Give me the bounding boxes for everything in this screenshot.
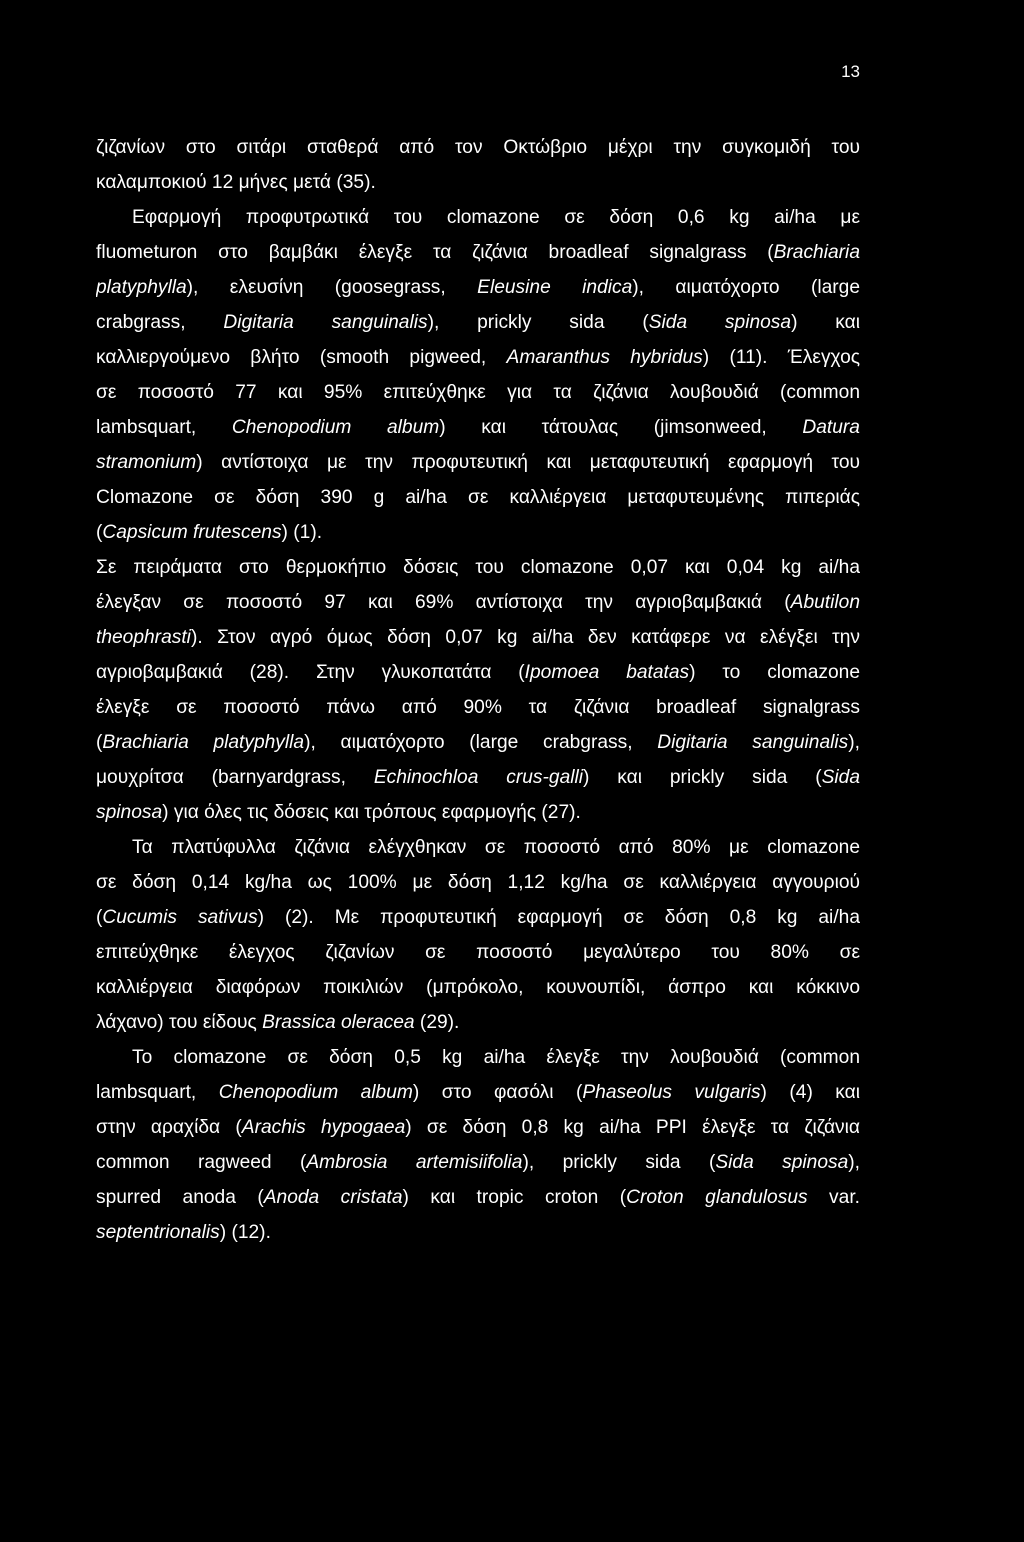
page-number: 13 [841,62,860,81]
text-segment: ) για όλες τις δόσεις και τρόπους εφαρμογής (27). [162,802,581,823]
italic-segment: Sida spinosa [648,312,792,333]
text-segment: (29). [414,1012,460,1033]
text-segment: ) και tropic croton ( [402,1187,627,1208]
text-segment: crabgrass, [96,312,224,333]
text-line [96,585,860,620]
italic-segment: Abutilon [790,592,860,613]
italic-segment: Digitaria sanguinalis [657,732,849,753]
text-segment: Τα πλατύφυλλα ζιζάνια ελέγχθηκαν σε ποσοστό από 80% με clomazone [132,837,860,858]
text-segment: ), αιματόχορτο (large crabgrass, [304,732,658,753]
italic-segment: Anoda cristata [263,1187,403,1208]
text-segment: μουχρίτσα (barnyardgrass, [96,767,374,788]
text-segment: σε ποσοστό 77 και 95% επιτεύχθηκε για τα ζιζάνια λουβουδιά (common [96,382,860,403]
italic-segment: theophrasti [96,627,191,648]
italic-segment: Croton glandulosus [626,1187,808,1208]
text-line [96,445,860,480]
text-segment: ), prickly sida ( [522,1152,716,1173]
text-segment: καλαμποκιού 12 μήνες μετά (35). [96,172,376,193]
text-segment: common ragweed ( [96,1152,307,1173]
text-line [96,1180,860,1215]
text-segment: var. [807,1187,860,1208]
italic-segment: spinosa [96,802,163,823]
text-segment: ), [848,732,860,753]
text-segment: αγριοβαμβακιά (28). Στην γλυκοπατάτα ( [96,662,525,683]
text-segment: καλλιεργούμενο βλήτο (smooth pigweed, [96,347,507,368]
text-line [96,480,860,515]
text-segment: ) και [791,312,860,333]
text-segment: fluometuron στο βαμβάκι έλεγξε τα ζιζάνια broadleaf signalgrass ( [96,242,774,263]
text-segment: ( [96,732,103,753]
text-line [96,620,860,655]
text-line [96,1040,860,1075]
text-segment: ( [96,522,103,543]
body-text [96,130,860,1250]
text-line [96,865,860,900]
text-segment: ) (12). [219,1222,271,1243]
italic-segment: septentrionalis [96,1222,220,1243]
text-segment: ) στο φασόλι ( [412,1082,583,1103]
italic-segment: Brachiaria platyphylla [102,732,305,753]
text-line [96,550,860,585]
text-segment: ( [96,907,103,928]
text-segment: ) και prickly sida ( [583,767,822,788]
italic-segment: Ambrosia artemisiifolia [306,1152,523,1173]
text-segment: ), [848,1152,860,1173]
text-line [96,1145,860,1180]
italic-segment: Brachiaria [773,242,860,263]
text-line [96,830,860,865]
text-segment: έλεγξαν σε ποσοστό 97 και 69% αντίστοιχα την αγριοβαμβακιά ( [96,592,791,613]
text-segment: ) (2). Με προφυτευτική εφαρμογή σε δόση 0,8 kg ai/ha [257,907,860,928]
text-line [96,760,860,795]
text-segment: ) (4) και [760,1082,860,1103]
text-line [96,1075,860,1110]
text-segment: ) σε δόση 0,8 kg ai/ha PPI έλεγξε τα ζιζάνια [405,1117,860,1138]
text-segment: έλεγξε σε ποσοστό πάνω από 90% τα ζιζάνια broadleaf signalgrass [96,697,860,718]
text-segment: ) (1). [281,522,323,543]
text-segment: Το clomazone σε δόση 0,5 kg ai/ha έλεγξε την λουβουδιά (common [132,1047,860,1068]
text-line [96,970,860,1005]
text-line [96,270,860,305]
italic-segment: Capsicum frutescens [102,522,282,543]
text-segment: στην αραχίδα ( [96,1117,242,1138]
italic-segment: Arachis hypogaea [241,1117,406,1138]
text-line [96,375,860,410]
italic-segment: Eleusine indica [477,277,633,298]
text-line [96,515,860,550]
italic-segment: Chenopodium album [231,417,440,438]
text-line [96,130,860,165]
text-line [96,200,860,235]
text-segment: ), prickly sida ( [427,312,649,333]
text-line [96,935,860,970]
italic-segment: Ipomoea batatas [524,662,690,683]
text-line [96,795,860,830]
italic-segment: Phaseolus vulgaris [582,1082,761,1103]
italic-segment: Echinochloa crus-galli [373,767,584,788]
text-segment: Σε πειράματα στο θερμοκήπιο δόσεις του clomazone 0,07 και 0,04 kg ai/ha [96,557,860,578]
italic-segment: Cucumis sativus [102,907,258,928]
italic-segment: Amaranthus hybridus [506,347,703,368]
italic-segment: stramonium [96,452,197,473]
text-segment: Clomazone σε δόση 390 g ai/ha σε καλλιέργεια μεταφυτευμένης πιπεριάς [96,487,860,508]
text-segment: λάχανο) του είδους [96,1012,263,1033]
text-segment: ζιζανίων στο σιτάρι σταθερά από τον Οκτώβριο μέχρι την συγκομιδή του [96,137,860,158]
text-segment: lambsquart, [96,1082,219,1103]
text-line [96,1110,860,1145]
text-segment: lambsquart, [96,417,232,438]
text-segment: ), αιματόχορτο (large [632,277,860,298]
text-segment: ) (11). Έλεγχος [702,347,860,368]
text-line [96,410,860,445]
text-segment: επιτεύχθηκε έλεγχος ζιζανίων σε ποσοστό μεγαλύτερο του 80% σε [96,942,860,963]
text-line [96,235,860,270]
text-line [96,1005,860,1040]
text-segment: Εφαρμογή προφυτρωτικά του clomazone σε δόση 0,6 kg ai/ha με [132,207,860,228]
text-segment: ) το clomazone [689,662,860,683]
italic-segment: platyphylla [96,277,187,298]
text-segment: ) αντίστοιχα με την προφυτευτική και μεταφυτευτική εφαρμογή του [196,452,860,473]
italic-segment: Chenopodium album [218,1082,413,1103]
text-line [96,165,860,200]
text-line [96,305,860,340]
text-line [96,690,860,725]
text-segment: ) και τάτουλας (jimsonweed, [439,417,803,438]
text-line [96,900,860,935]
italic-segment: Datura [802,417,860,438]
italic-segment: Sida spinosa [715,1152,849,1173]
text-line [96,1215,860,1250]
text-segment: καλλιέργεια διαφόρων ποικιλιών (μπρόκολο, κουνουπίδι, άσπρο και κόκκινο [96,977,860,998]
text-segment: spurred anoda ( [96,1187,264,1208]
italic-segment: Digitaria sanguinalis [223,312,428,333]
text-line [96,655,860,690]
text-segment: ). Στον αγρό όμως δόση 0,07 kg ai/ha δεν κατάφερε να ελέγξει την [190,627,860,648]
text-segment: σε δόση 0,14 kg/ha ως 100% με δόση 1,12 kg/ha σε καλλιέργεια αγγουριού [96,872,860,893]
italic-segment: Sida [821,767,860,788]
italic-segment: Brassica oleracea [262,1012,415,1033]
text-line [96,725,860,760]
text-segment: ), ελευσίνη (goosegrass, [186,277,478,298]
text-line [96,340,860,375]
